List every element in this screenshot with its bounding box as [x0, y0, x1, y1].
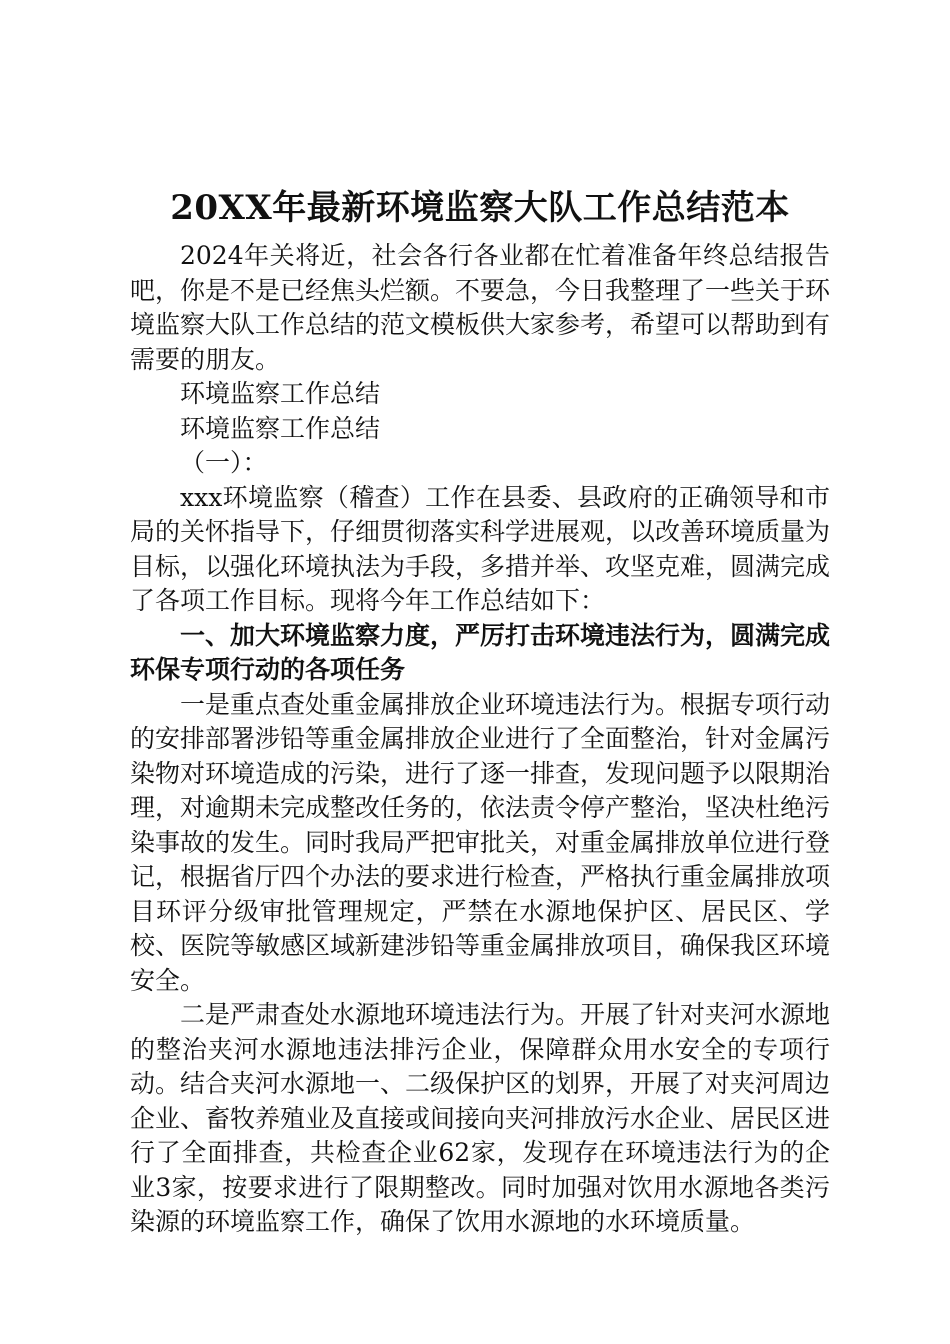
- section-1-paragraph-2: 二是严肃查处水源地环境违法行为。开展了针对夹河水源地的整治夹河水源地违法排污企业，保障群众用水安全的专项行动。结合夹河水源地一、二级保护区的划界，开展了对夹河周边企业、畜牧养殖业及直接或间接向夹河排放污水企业、居民区进行了全面排查，共检查企业62家，发现存在环境违法行为的企业3家，按要求进行了限期整改。同时加强对饮用水源地各类污染源的环境监察工作，确保了饮用水源地的水环境质量。: [130, 1000, 831, 1236]
- overview-paragraph: xxx环境监察（稽查）工作在县委、县政府的正确领导和市局的关怀指导下，仔细贯彻落实科学进展观，以改善环境质量为目标，以强化环境执法为手段，多措并举、攻坚克难，圆满完成了各项工作目标。现将今年工作总结如下：: [130, 482, 831, 615]
- document-title: 20XX年最新环境监察大队工作总结范本: [170, 188, 790, 228]
- document-page: [130, 185, 830, 1240]
- intro-paragraph: 2024年关将近，社会各行各业都在忙着准备年终总结报告吧，你是不是已经焦头烂额。不要急，今日我整理了一些关于环境监察大队工作总结的范文模板供大家参考，希望可以帮助到有需要的朋友。: [130, 241, 831, 374]
- subtitle-line-1: 环境监察工作总结: [180, 379, 381, 408]
- part-marker: （一）：: [180, 448, 268, 477]
- section-1-paragraph-1: 一是重点查处重金属排放企业环境违法行为。根据专项行动的安排部署涉铅等重金属排放企业进行了全面整治，针对金属污染物对环境造成的污染，进行了逐一排查，发现问题予以限期治理，对逾期未完成整改任务的，依法责令停产整治，坚决杜绝污染事故的发生。同时我局严把审批关，对重金属排放单位进行登记，根据省厅四个办法的要求进行检查，严格执行重金属排放项目环评分级审批管理规定，严禁在水源地保护区、居民区、学校、医院等敏感区域新建涉铅等重金属排放项目，确保我区环境安全。: [130, 689, 831, 995]
- subtitle-line-2: 环境监察工作总结: [180, 413, 381, 443]
- section-1-heading: 一、加大环境监察力度，严厉打击环境违法行为，圆满完成环保专项行动的各项任务: [130, 620, 831, 684]
